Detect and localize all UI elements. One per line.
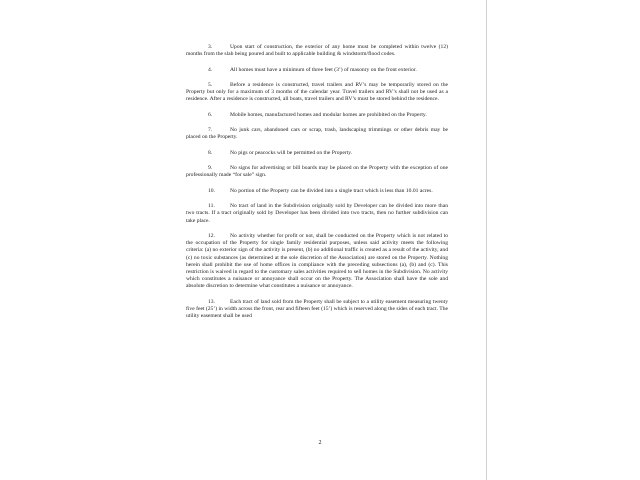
paragraph-number: 13. — [208, 298, 215, 305]
paragraph-text: Mobile homes, manufactured homes and modular homes are prohibited on the Property. — [230, 111, 427, 118]
paragraph-text: All homes must have a minimum of three feet (3’) of masonry on the front exterior. — [230, 66, 417, 73]
paragraph-text: Each tract of land sold from the Property shall be subject to a utility easement measuring twenty five feet (25’) in width across the front, rear and fifteen feet (15’) which is reserved along the sides of each tract. The utility easement shall be used — [186, 298, 448, 320]
paragraph-text: No activity whether for profit or not, shall be conducted on the Property which is not related to the occupation of the Property for single family residential purposes, unless said activity meets the following criteria: (a) no exterior sign of the activity is present, (b) no additional traffic is created as a result of the activity, and (c) no toxic substances (as determined at the sole discretion of the Association) are stored on the Property. Nothing herein shall prohibit the use of home offices in compliance with the preceding subsections (a), (b) and (c). This restriction is waived in regard to the customary sales activities required to sell homes in the Subdivision. No activity which constitutes a nuisance or annoyance shall occur on the Property. The Association shall have the sole and absolute discretion to determine what constitutes a nuisance or annoyance. — [186, 232, 448, 290]
paragraph-number: 7. — [208, 127, 213, 134]
paragraph-text: No tract of land in the Subdivision originally sold by Developer can be divided into more than two tracts. If a tract originally sold by Developer has been divided into two tracts, then no further subdivision can take place. — [186, 203, 448, 224]
paragraph-13 — [186, 299, 448, 321]
paragraph-number: 12. — [208, 232, 215, 239]
document-body — [186, 44, 448, 329]
paragraph-number: 5. — [208, 81, 213, 88]
paragraph-4 — [186, 67, 448, 74]
paragraph-9 — [186, 165, 448, 179]
paragraph-number: 4. — [208, 66, 213, 73]
paragraph-5 — [186, 82, 448, 104]
paragraph-6 — [186, 112, 448, 119]
paragraph-12 — [186, 233, 448, 291]
paragraph-number: 11. — [208, 203, 215, 210]
paragraph-text: No pigs or peacocks will be permitted on the Property. — [230, 149, 353, 156]
paragraph-text: Before a residence is constructed, travel trailers and RV’s may be temporarily stored on the Property but only for a maximum of 3 months of the calendar year. Travel trailers and RV’s shall not be used as a residence. After a residence is constructed, all boats, travel trailers and RV’s must be stored behind the residence. — [186, 81, 448, 103]
page-edge-divider — [486, 0, 487, 480]
paragraph-number: 3. — [208, 44, 213, 50]
paragraph-number: 8. — [208, 149, 213, 156]
paragraph-number: 9. — [208, 165, 213, 172]
paragraph-number: 6. — [208, 111, 213, 118]
paragraph-text: Upon start of construction, the exterior of any home must be completed within twelve (12) months from the slab being poured and built to applicable building & windstorm/flood codes. — [186, 44, 448, 58]
paragraph-10 — [186, 188, 448, 195]
page-number: 2 — [318, 440, 322, 446]
paragraph-text: No signs for advertising or bill boards may be placed on the Property with the exception of one professionally made “for sale” sign. — [186, 165, 448, 179]
paragraph-11 — [186, 203, 448, 225]
paragraph-8 — [186, 150, 448, 157]
paragraph-7 — [186, 127, 448, 141]
paragraph-text: No portion of the Property can be divided into a single tract which is less than 10.01 acres. — [230, 187, 433, 194]
paragraph-3 — [186, 44, 448, 58]
paragraph-number: 10. — [208, 187, 215, 194]
paragraph-text: No junk cars, abandoned cars or scrap, trash, landscaping trimmings or other debris may be placed on the Property. — [186, 127, 448, 141]
